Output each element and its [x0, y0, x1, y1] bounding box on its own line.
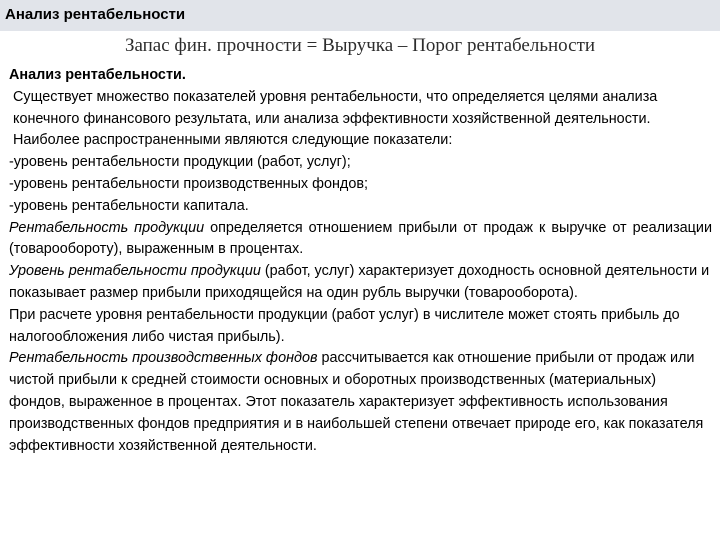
term: Уровень рентабельности продукции: [9, 263, 261, 280]
page-title: Анализ рентабельности: [5, 6, 186, 23]
definition: (работ, услуг) характеризует доходность основной деятельности и показывает размер прибыли приходящейся на один рубль выручки (товарооборота).: [9, 263, 710, 301]
term: Рентабельность производственных фондов: [9, 350, 318, 367]
paragraph-funds-profitability: [9, 348, 712, 457]
list-item: -уровень рентабельности продукции (работ, услуг);: [9, 154, 351, 171]
definition: определяется отношением прибыли от продаж к выручке от реализации (товарообороту), выраженным в процентах.: [9, 219, 712, 258]
section-title: Анализ рентабельности.: [9, 67, 186, 83]
paragraph-calculation-note: При расчете уровня рентабельности продукции (работ услуг) в числителе может стоять прибыль до налогообложения либо чистая прибыль).: [9, 306, 680, 345]
list-item: -уровень рентабельности капитала.: [9, 197, 249, 214]
intro-paragraph: Существует множество показателей уровня рентабельности, что определяется целями анализа конечного финансового результата, или анализа эффективности хозяйственной деятельности. Наиболее распространенными являются следующие показатели:: [13, 88, 658, 149]
paragraph-product-profitability: [9, 218, 712, 262]
header-bar: [0, 0, 720, 31]
paragraph-product-level: [9, 261, 712, 305]
term: Рентабельность продукции: [9, 219, 205, 236]
definition: рассчитывается как отношение прибыли от продаж или чистой прибыли к средней стоимости основных и оборотных производственных (материальных) фондов, выраженное в процентах. Этот показатель характеризует эффективность использования производственных фондов предприятия и в наибольшей степени отвечает природе его, как показателя эффективности хозяйственной деятельности.: [9, 350, 704, 454]
main-content: [9, 65, 712, 457]
list-item: -уровень рентабельности производственных фондов;: [9, 175, 368, 192]
formula-text: Запас фин. прочности = Выручка – Порог рентабельности: [124, 35, 596, 56]
